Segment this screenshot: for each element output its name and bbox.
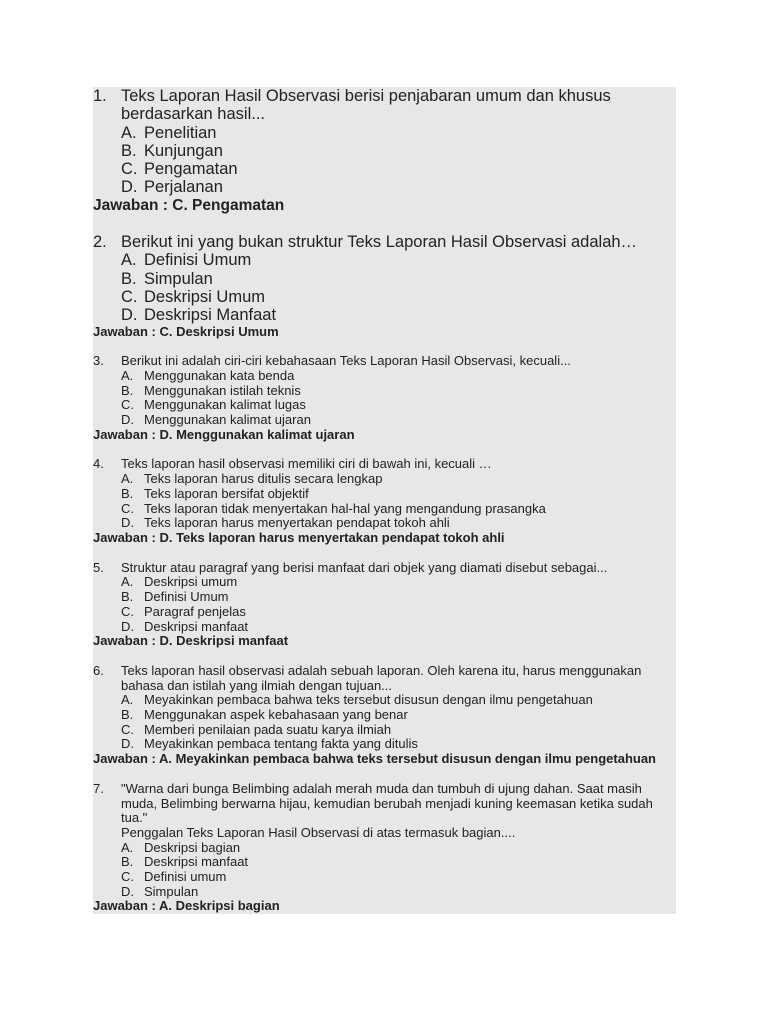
option-letter: A. [121,471,134,487]
option-letter: C. [121,869,134,885]
question-3 [93,354,676,442]
option-text: Simpulan [144,883,199,899]
question-5 [93,561,676,649]
option-b [93,590,676,605]
option-text: Menggunakan kalimat ujaran [144,412,311,428]
option-text: Meyakinkan pembaca bahwa teks tersebut disusun dengan ilmu pengetahuan [144,692,593,708]
option-letter: C. [121,397,134,413]
option-letter: C. [121,287,138,306]
question-2 [93,233,676,324]
option-text: Menggunakan kata benda [144,367,295,383]
option-letter: B. [121,589,134,605]
question-number: 7. [93,780,104,796]
option-letter: B. [121,141,137,160]
option-text: Deskripsi Umum [144,287,266,306]
option-text: Perjalanan [144,178,223,197]
question-1 [93,87,676,215]
option-letter: C. [121,160,138,179]
option-c [93,870,676,885]
option-text: Paragraf penjelas [144,603,246,619]
spacer [93,767,676,782]
option-letter: A. [121,367,134,383]
question-text: Berikut ini adalah ciri-ciri kebahasaan Teks Laporan Hasil Observasi, kecuali... [121,353,571,369]
option-d [93,306,676,324]
option-a [93,369,676,384]
answer-text: Jawaban : A. Meyakinkan pembaca bahwa teks tersebut disusun dengan ilmu pengetahuan [93,751,656,767]
option-text: Menggunakan kalimat lugas [144,397,306,413]
option-text: Deskripsi manfaat [144,854,249,870]
question-text: Teks laporan hasil observasi adalah sebuah laporan. Oleh karena itu, harus menggunakan bahasa dan istilah yang ilmiah dengan tujuan... [121,662,642,693]
option-text: Definisi Umum [144,251,252,270]
option-letter: D. [121,736,134,752]
option-letter: A. [121,251,137,270]
option-a [93,575,676,590]
question-6 [93,664,676,767]
option-text: Simpulan [144,269,213,288]
spacer [93,339,676,354]
spacer [93,215,676,233]
answer-text: Jawaban : C. Pengamatan [93,196,285,214]
option-text: Deskripsi bagian [144,839,241,855]
answer-text: Jawaban : D. Deskripsi manfaat [93,633,289,649]
option-text: Memberi penilaian pada suatu karya ilmiah [144,721,392,737]
question-continuation: Penggalan Teks Laporan Hasil Observasi di atas termasuk bagian.... [121,824,516,840]
option-letter: A. [121,574,134,590]
option-letter: B. [121,382,134,398]
option-c [93,288,676,306]
answer-text: Jawaban : D. Teks laporan harus menyertakan pendapat tokoh ahli [93,530,505,545]
answer-text: Jawaban : A. Deskripsi bagian [93,898,280,914]
option-text: Kunjungan [144,141,223,160]
option-letter: C. [121,500,134,516]
question-number: 6. [93,662,104,678]
option-text: Pengamatan [144,160,238,179]
option-text: Teks laporan tidak menyertakan hal-hal yang mengandung prasangka [144,500,546,516]
option-b [93,487,676,502]
spacer [93,649,676,664]
option-d [93,885,676,900]
answer-text: Jawaban : D. Menggunakan kalimat ujaran [93,426,355,442]
option-b [93,384,676,399]
question-text: Berikut ini yang bukan struktur Teks Laporan Hasil Observasi adalah… [121,233,638,252]
option-letter: D. [121,883,134,899]
option-text: Deskripsi manfaat [144,618,249,634]
question-number: 2. [93,233,107,252]
option-text: Meyakinkan pembaca tentang fakta yang ditulis [144,736,418,752]
question-number: 5. [93,559,104,575]
option-text: Teks laporan harus ditulis secara lengkap [144,471,383,487]
option-c [93,723,676,738]
question-4 [93,457,676,545]
option-letter: B. [121,485,134,501]
option-letter: D. [121,618,134,634]
option-letter: C. [121,603,134,619]
spacer [93,546,676,561]
option-b [93,142,676,160]
option-letter: A. [121,839,134,855]
option-letter: D. [121,306,138,325]
option-text: Menggunakan aspek kebahasaan yang benar [144,707,408,723]
option-text: Definisi Umum [144,589,229,605]
question-text: Teks Laporan Hasil Observasi berisi penjabaran umum dan khusus berdasarkan hasil... [121,87,611,124]
option-text: Deskripsi umum [144,574,238,590]
option-b [93,855,676,870]
question-number: 1. [93,87,107,105]
question-text: "Warna dari bunga Belimbing adalah merah muda dan tumbuh di ujung dahan. Saat masih muda, Belimbing berwarna hijau, kemudian berubah menjadi kuning keemasan ketika sudah tua." [121,780,653,826]
option-a [93,251,676,269]
option-letter: A. [121,692,134,708]
option-letter: B. [121,269,137,288]
spacer [93,442,676,457]
question-number: 3. [93,353,104,369]
option-a [93,472,676,487]
option-text: Definisi umum [144,869,227,885]
question-text: Struktur atau paragraf yang berisi manfaat dari objek yang diamati disebut sebagai... [121,559,608,575]
option-letter: D. [121,178,138,197]
option-d [93,516,676,531]
option-c [93,502,676,517]
option-c [93,398,676,413]
question-7 [93,782,676,914]
option-text: Menggunakan istilah teknis [144,382,301,398]
option-letter: A. [121,123,137,142]
option-d [93,413,676,428]
option-a [93,841,676,856]
question-2-answer [93,325,676,340]
option-c [93,605,676,620]
option-letter: C. [121,721,134,737]
question-list [93,87,676,914]
option-letter: B. [121,854,134,870]
option-letter: D. [121,412,134,428]
question-number: 4. [93,456,104,472]
answer-text: Jawaban : C. Deskripsi Umum [93,323,279,339]
option-text: Penelitian [144,123,217,142]
option-text: Teks laporan harus menyertakan pendapat tokoh ahli [144,515,450,531]
option-text: Teks laporan bersifat objektif [144,485,309,501]
question-text: Teks laporan hasil observasi memiliki ciri di bawah ini, kecuali … [121,456,492,472]
option-text: Deskripsi Manfaat [144,306,277,325]
option-d [93,620,676,635]
option-d [93,737,676,752]
option-d [93,178,676,196]
option-letter: D. [121,515,134,531]
option-b [93,270,676,288]
option-letter: B. [121,707,134,723]
option-c [93,160,676,178]
option-b [93,708,676,723]
option-a [93,693,676,708]
option-a [93,124,676,142]
